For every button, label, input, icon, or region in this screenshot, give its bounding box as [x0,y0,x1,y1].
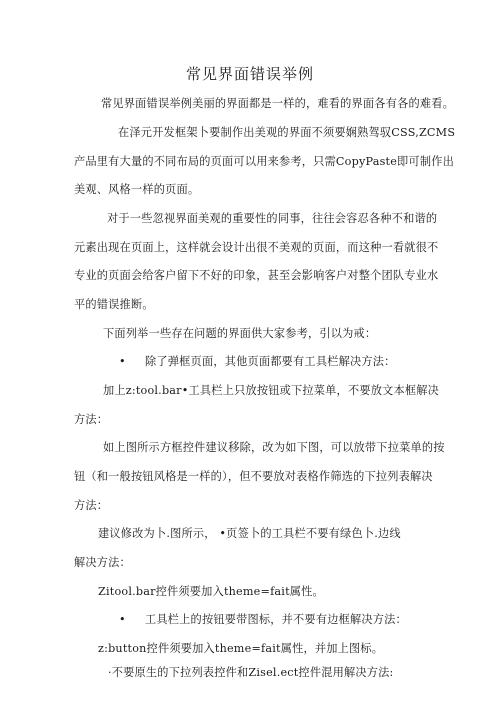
paragraph-line: 元素出现在页面上，这样就会设计出很不美观的页面，而这种一看就很不 [74,241,439,254]
paragraph-line: 在泽元开发框架卜要制作出美观的界面不须要娴熟驾驭CSS,ZCMS [118,126,456,139]
paragraph-line: 专业的页面会给客户留下不好的印象，甚至会影响客户对整个团队专业水 [74,269,439,282]
paragraph-line: 对于一些忽视界面美观的重要性的同事，往往会容忍各种不和谐的 [107,212,438,225]
paragraph-line: z:button控件须要加入theme=fait属性，并加上图标。 [98,642,384,655]
paragraph-line: Zitool.bar控件须要加入theme=fait属性。 [98,585,324,598]
bullet-item: • 除了弹框页面，其他页面都要有工具栏解决方法： [119,355,396,369]
paragraph-line: 钮（和一般按钮风格是一样的），但不要放对表格作筛选的下拉列表解决 [74,470,433,483]
paragraph-line: 方法： [74,499,109,512]
paragraph-line: 美观、风格一样的页面。 [74,183,200,196]
paragraph-line: 加上z:tool.bar•工具栏上只放按钮或下拉菜单，不要放文本框解决 [103,384,440,397]
paragraph-line: 产品里有大量的不同布局的页面可以用来参考，只需CopyPaste即可制作出 [74,155,454,168]
paragraph-line: 解决方法： [74,556,131,569]
paragraph-line: ·不要原生的下拉列表控件和Zisel.ect控件混用解决方法: [108,666,394,679]
bullet-item: • 工具栏上的按钮要带图标，并不要有边框解决方法： [119,613,407,627]
paragraph-line: 平的错误推断。 [74,298,154,311]
paragraph-line: 如上图所示方框控件建议移除，改为如下图，可以放带下拉菜单的按 [103,441,445,454]
paragraph-line: 常见界面错误举例美丽的界面都是一样的，难看的界面各有各的难看。 [101,97,455,110]
paragraph-line: 方法： [74,413,109,426]
paragraph-line: 下面列举一些存在问题的界面供大家参考，引以为戒： [103,327,377,340]
paragraph-line: 建议修改为卜.图所示， •页签卜的工具栏不要有绿色卜.边线 [98,527,401,540]
document-title: 常见界面错误举例 [185,65,314,83]
